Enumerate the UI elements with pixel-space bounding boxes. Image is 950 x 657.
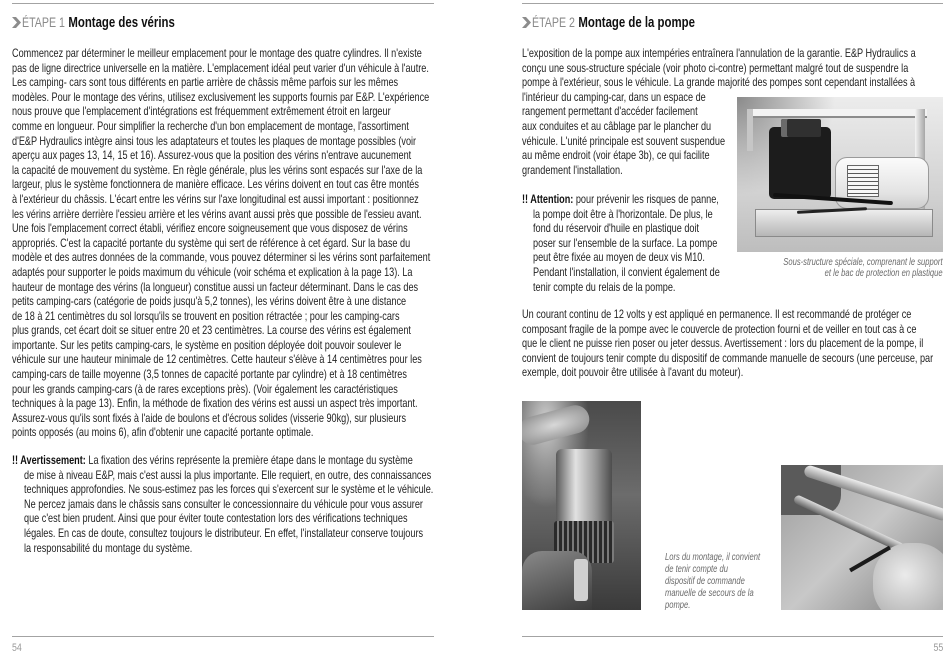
step-chevron-icon xyxy=(522,17,531,28)
caption-line: dispositif de commande xyxy=(665,576,745,587)
warning-text-line: légales. En cas de doute, consultez toujours le distributeur. En effet, l'installateur conserve toujours xyxy=(24,525,424,540)
pump-relay xyxy=(781,119,821,137)
body-text-line: points opposés (au moins 6), afin d'obtenir une capacité portante optimale. xyxy=(12,425,314,440)
body-text-line: Un courant continu de 12 volts y est appliqué en permanence. Il est recommandé de protéger ce xyxy=(522,307,912,321)
step-1-body xyxy=(12,46,430,440)
pump-motor xyxy=(769,127,831,199)
warning-text-line: techniques approfondies. Ne sous-estimez pas les forces qui s'exercent sur le système et le véhicule. xyxy=(24,482,434,497)
warning-text-line: la responsabilité du montage du système. xyxy=(24,540,193,555)
attention-text: pour prévenir les risques de panne, xyxy=(575,192,719,206)
warning-text-line: Ne percez jamais dans le châssis sans consulter le concessionnaire du véhicule pour vous assurer xyxy=(24,496,423,511)
body-text-line: d'E&P Hydraulics intègre ainsi tous les adaptateurs et toutes les plaques de montage possibles (voir xyxy=(12,133,417,148)
caption-line: pompe. xyxy=(665,600,691,611)
reservoir-label xyxy=(847,165,879,197)
body-text-line: hauteur de montage des vérins (la longueur) constitue aussi un facteur déterminant. Dans le cas des xyxy=(12,279,419,294)
body-text-line: aux conduites et au câblage par le plancher du xyxy=(522,118,712,133)
attention-text-line: peut être fixée au moyen de deux vis M10. xyxy=(533,250,705,265)
attention-label: !! Attention: xyxy=(522,192,574,206)
hand-tool-photo xyxy=(781,465,943,610)
attention-text-line: fond du réservoir d'huile en plastique doit xyxy=(533,221,700,236)
body-text-line: Les camping- cars sont tous différents en partie arrière de châssis même parfois sur les mêmes xyxy=(12,75,399,90)
body-text-line: pompe à l'extérieur, sous le véhicule. La grande majorité des pompes sont cependant installées à xyxy=(522,75,916,90)
body-text-line: convient de toujours tenir compte du dispositif de commande manuelle de secours (une perceuse, par xyxy=(522,350,934,365)
body-text-line: largeur, plus le système fonctionnera de manière efficace. Les vérins doivent en tout cas être montés xyxy=(12,177,419,192)
body-text-line: l'intérieur du camping-car, dans un espace de xyxy=(522,89,706,104)
body-text-line: conçu une sous-structure spéciale (voir photo ci-contre) permettant malgré tout de suspendre la xyxy=(522,60,909,75)
step-title: Montage de la pompe xyxy=(578,14,695,31)
body-text-line: Une fois l'emplacement correct établi, vérifiez encore soigneusement que vous disposez de vérins xyxy=(12,221,408,236)
attention-text-line: Pendant l'installation, il convient également de xyxy=(533,264,720,279)
step-label: ÉTAPE 2 xyxy=(532,14,575,30)
page-number-right: 55 xyxy=(933,642,943,654)
body-text-line: pas de ligne directrice universelle en la matière. L'emplacement idéal peut varier d'un véhicule à l'autre. xyxy=(12,60,429,75)
body-text-line: au même endroit (voir étape 3b), ce qui facilite xyxy=(522,148,710,163)
body-text-line: nous prouve que l'emplacement d'intégrations est fréquemment extrêmement étroit en largeur xyxy=(12,104,391,119)
body-text-line: modèle et des autres données de la commande, vous pouvez déterminer si les vérins sont parfaitement xyxy=(12,250,431,265)
body-text-line: plus grands, cet écart doit se situer entre 20 et 23 centimètres. La course des vérins est également xyxy=(12,323,411,338)
body-text-line: adaptés pour supporter le poids maximum du véhicule (voir schéma et explication à la page 13). La xyxy=(12,264,413,279)
warning-text-line: de mise à niveau E&P, mais c'est aussi la plus importante. Elle requiert, en outre, des connaissances xyxy=(24,467,432,482)
caption-line: manuelle de secours de la xyxy=(665,588,754,599)
body-text-line: aperçu aux pages 13, 14, 15 et 16). Assurez-vous que la position des vérins n'entrave aucunement xyxy=(12,148,412,163)
caption-line: de tenir compte du xyxy=(665,564,728,575)
mounting-bracket-upright xyxy=(747,109,753,151)
step-label: ÉTAPE 1 xyxy=(22,14,65,30)
engine-manual-drive-photo xyxy=(522,401,641,610)
body-text-line: véhicule sur une hauteur minimale de 12 centimètres. Cette hauteur s'élève à 14 centimètres pour les xyxy=(12,352,422,367)
body-text-line: petits camping-cars (catégorie de poids jusqu'à 5,2 tonnes), les vérins doivent être à une distance xyxy=(12,294,407,309)
engine-pipe xyxy=(522,402,592,448)
attention-first-line xyxy=(522,192,720,207)
body-text-line: rangement permettant d'accéder facilement xyxy=(522,104,698,119)
step-2-heading xyxy=(532,13,695,31)
warning-text: La fixation des vérins représente la première étape dans le montage du système xyxy=(88,453,413,467)
body-text-line: composant fragile de la pompe avec le couvercle de protection fourni et de veiller en tout cas à ce xyxy=(522,321,917,336)
attention-block xyxy=(522,192,720,294)
warning-block xyxy=(12,453,433,555)
caption-line: Sous-structure spéciale, comprenant le support xyxy=(783,256,943,268)
warning-continuation xyxy=(12,468,433,556)
body-text-line: véhicule. L'unité principale est souvent suspendue xyxy=(522,133,726,148)
warning-label: !! Avertissement: xyxy=(12,453,86,467)
drill-bit xyxy=(574,559,588,601)
body-text-line: de 18 à 21 centimètres du sol lorsqu'ils se trouvent en position rétractée ; pour les camping-cars xyxy=(12,308,400,323)
body-text-line: importante. Sur les petits camping-cars, le système en position déployée doit pouvoir soulever le xyxy=(12,337,402,352)
body-text-line: Assurez-vous qu'ils sont fixés à l'aide de boulons et d'écrous solides (visserie 90kg), sur plusieurs xyxy=(12,410,407,425)
body-text-line: Commencez par déterminer le meilleur emplacement pour le montage des quatre cylindres. Il n'existe xyxy=(12,46,422,60)
step-2-body xyxy=(522,307,933,380)
warning-first-line xyxy=(12,453,433,468)
attention-text-line: poser sur l'ensemble de la surface. La pompe xyxy=(533,235,718,250)
step-1-heading xyxy=(22,13,175,31)
body-text-line: pour les grands camping-cars (à de rares exceptions près). (Voir également les caractéristiques xyxy=(12,381,398,396)
top-rule-left xyxy=(12,3,434,4)
body-text-line: à l'extérieur du châssis. L'écart entre les vérins sur l'axe longitudinal est aussi important : positionnez xyxy=(12,191,419,206)
bottom-rule-left xyxy=(12,636,434,637)
body-text-line: techniques à la page 13). Enfin, la méthode de fixation des vérins est aussi un aspect très important. xyxy=(12,396,418,411)
body-text-line: la capacité de mouvement du système. En règle générale, plus les vérins sont espacés sur l'axe de la xyxy=(12,162,423,177)
page-number-left: 54 xyxy=(12,642,22,654)
attention-text-line: tenir compte du relais de la pompe. xyxy=(533,279,676,294)
attention-text-line: la pompe doit être à l'horizontale. De plus, le xyxy=(533,206,713,221)
top-rule-right xyxy=(522,3,943,4)
step-chevron-icon xyxy=(12,17,21,28)
body-text-line: L'exposition de la pompe aux intempéries entraînera l'annulation de la garantie. E&P Hydraulics a xyxy=(522,46,916,60)
mounting-photo-caption xyxy=(665,552,760,612)
body-text-line: exemple, doit pouvoir être utilisée à l'avant du moteur). xyxy=(522,365,744,380)
body-text-line: comme en longueur. Pour simplifier la recherche d'un bon emplacement de montage, l'assortiment xyxy=(12,118,409,133)
body-text-line: les vérins arrière derrière l'essieu arrière et les vérins avant aussi près que possible de l'essieu avant. xyxy=(12,206,422,221)
pump-photo-caption xyxy=(784,257,943,279)
body-text-line: modèles. Pour le montage des vérins, utilisez exclusivement les supports fournis par E&P. L'expérience xyxy=(12,89,430,104)
body-text-line: que le client ne puisse rien poser ou jeter dessus. Avertissement : lors du placement de la pompe, il xyxy=(522,336,924,351)
attention-continuation xyxy=(522,207,720,295)
pump-motor xyxy=(556,449,612,527)
protection-tray xyxy=(755,209,933,237)
step-title: Montage des vérins xyxy=(68,14,175,31)
bottom-rule-right xyxy=(522,636,943,637)
caption-line: Lors du montage, il convient xyxy=(665,552,761,563)
body-text-line: appropriés. C'est la capacité portante du système qui sert de référence à cet égard. Sur la base du xyxy=(12,235,411,250)
body-text-line: grandement l'installation. xyxy=(522,162,623,177)
mounting-bracket-bar xyxy=(747,109,927,118)
warning-text-line: que c'est bien prudent. Ainsi que pour éviter toute contestation lors des vérifications techniques xyxy=(24,511,408,526)
body-text-line: camping-cars de taille moyenne (3,5 tonnes de capacité portante par cylindre) et à 18 centimètres xyxy=(12,367,407,382)
pump-substructure-photo xyxy=(737,97,943,252)
caption-line: et le bac de protection en plastique xyxy=(825,267,943,279)
